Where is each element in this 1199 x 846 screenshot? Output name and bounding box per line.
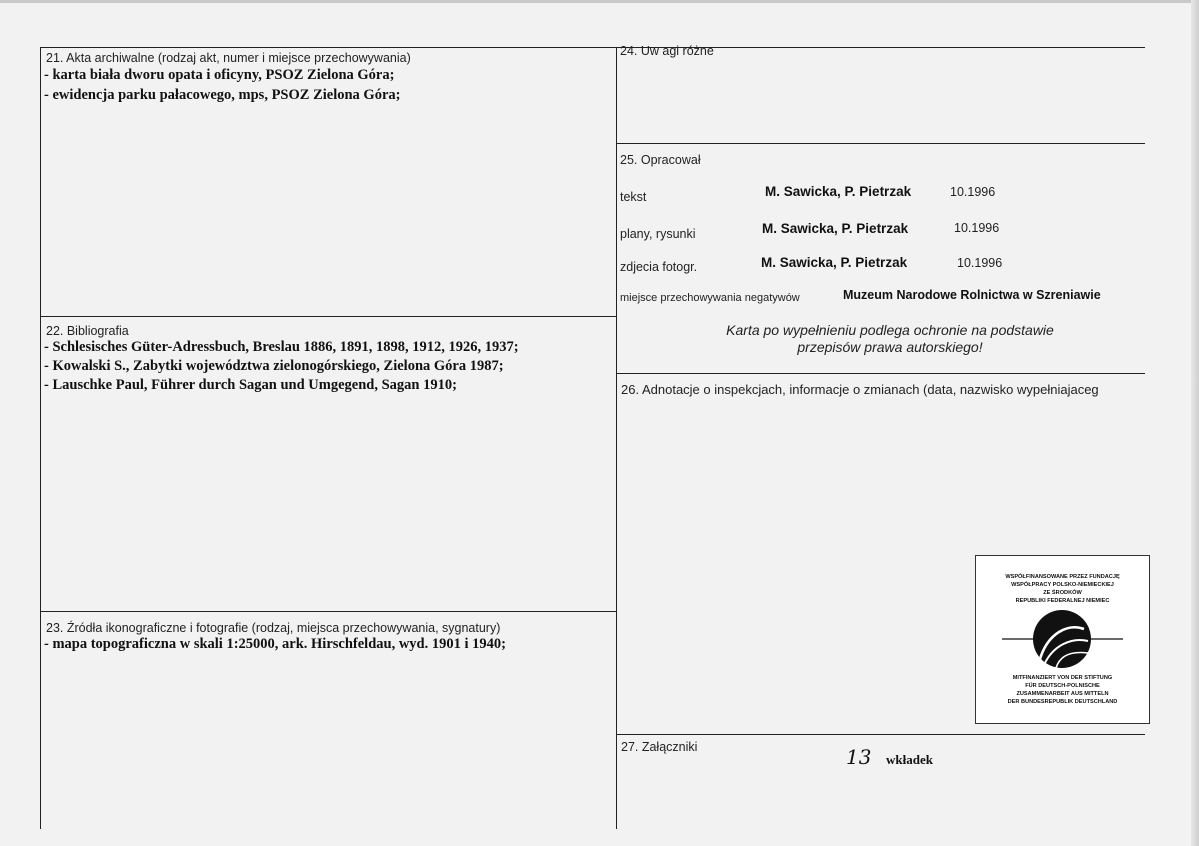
column-divider xyxy=(616,47,617,829)
stamp-text-de-2: FÜR DEUTSCH-POLNISCHE xyxy=(1025,683,1100,689)
section-24-label: 24. Uw agi różne xyxy=(620,44,714,58)
section-23-label: 23. Źródła ikonograficzne i fotografie (rodzaj, miejsca przechowywania, sygnatury) xyxy=(46,621,501,635)
section-25-label: 25. Opracował xyxy=(620,153,701,167)
section-26-label: 26. Adnotacje o inspekcjach, informacje o zmianach (data, nazwisko wypełniajaceg xyxy=(621,382,1099,397)
stamp-text-pl-2: WSPÓŁPRACY POLSKO-NIEMIECKIEJ xyxy=(1011,582,1114,588)
stamp-text-pl-1: WSPÓŁFINANSOWANE PRZEZ FUNDACJĘ xyxy=(1005,574,1120,580)
page-right-edge xyxy=(1191,0,1199,846)
section-22-entry-2: - Kowalski S., Zabytki województwa zielonogórskiego, Zielona Góra 1987; xyxy=(44,358,504,374)
divider-24-25 xyxy=(616,143,1145,144)
foundation-logo-icon xyxy=(976,609,1149,669)
row-label-tekst: tekst xyxy=(620,190,647,204)
divider-22-23 xyxy=(40,611,616,612)
negatives-label: miejsce przechowywania negatywów xyxy=(620,292,800,304)
section-22-entry-3: - Lauschke Paul, Führer durch Sagan und Umgegend, Sagan 1910; xyxy=(44,377,457,393)
section-21-label: 21. Akta archiwalne (rodzaj akt, numer i miejsce przechowywania) xyxy=(46,51,411,65)
row-date-tekst: 10.1996 xyxy=(950,185,996,199)
stamp-text-pl-3: ZE ŚRODKÓW xyxy=(1043,590,1082,596)
stamp-text-de-3: ZUSAMMENARBEIT AUS MITTELN xyxy=(1016,691,1109,697)
left-border xyxy=(40,47,41,829)
attachments-unit: wkładek xyxy=(886,752,933,767)
section-22-label: 22. Bibliografia xyxy=(46,324,129,338)
row-date-zdjecia: 10.1996 xyxy=(957,256,1003,270)
section-21-entry-1: - karta biała dworu opata i oficyny, PSOZ Zielona Góra; xyxy=(44,67,395,83)
divider-21-22 xyxy=(40,316,616,317)
form-top-border xyxy=(40,47,1145,48)
row-label-plany: plany, rysunki xyxy=(620,227,696,241)
section-27-label: 27. Załączniki xyxy=(621,740,698,754)
attachments-count-handwritten: 13 xyxy=(846,745,872,769)
row-author-tekst: M. Sawicka, P. Pietrzak xyxy=(765,184,912,199)
page-top-edge xyxy=(0,0,1199,3)
negatives-value: Muzeum Narodowe Rolnictwa w Szreniawie xyxy=(843,288,1101,302)
divider-26-27 xyxy=(616,734,1145,735)
section-22-entry-1: - Schlesisches Güter-Adressbuch, Breslau 1886, 1891, 1898, 1912, 1926, 1937; xyxy=(44,339,519,355)
divider-25-26 xyxy=(616,373,1145,374)
copyright-note-line-1: Karta po wypełnieniu podlega ochronie na podstawie xyxy=(726,322,1054,338)
row-date-plany: 10.1996 xyxy=(954,221,1000,235)
stamp-text-de-1: MITFINANZIERT VON DER STIFTUNG xyxy=(1012,675,1113,681)
stamp-text-de-4: DER BUNDESREPUBLIK DEUTSCHLAND xyxy=(1007,699,1118,705)
funding-stamp xyxy=(975,555,1150,724)
section-23-entry-1: - mapa topograficzna w skali 1:25000, ark. Hirschfeldau, wyd. 1901 i 1940; xyxy=(44,636,506,652)
row-author-zdjecia: M. Sawicka, P. Pietrzak xyxy=(761,255,908,270)
copyright-note-line-2: przepisów prawa autorskiego! xyxy=(797,339,983,355)
stamp-text-pl-4: REPUBLIKI FEDERALNEJ NIEMIEC xyxy=(1015,598,1110,604)
section-21-entry-2: - ewidencja parku pałacowego, mps, PSOZ Zielona Góra; xyxy=(44,87,401,103)
row-label-zdjecia: zdjecia fotogr. xyxy=(620,260,698,274)
row-author-plany: M. Sawicka, P. Pietrzak xyxy=(762,221,909,236)
